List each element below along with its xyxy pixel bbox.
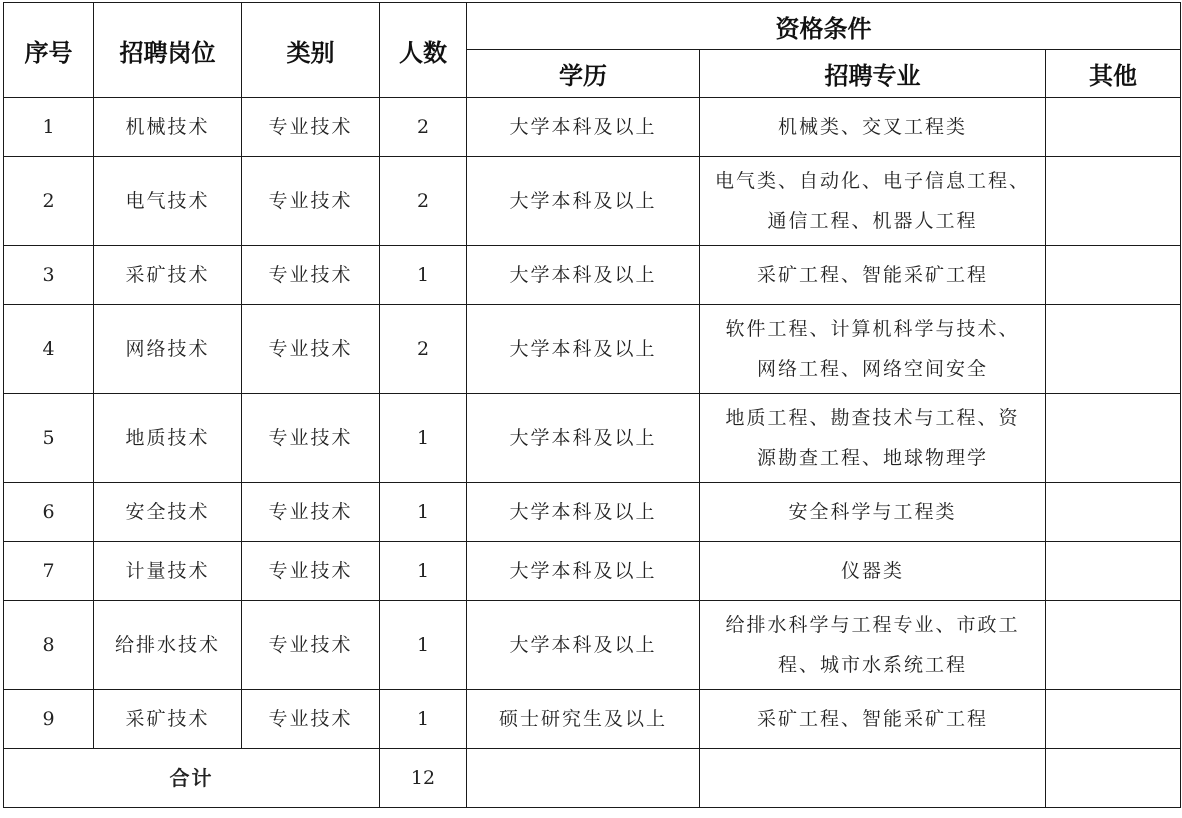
total-row bbox=[4, 749, 1181, 808]
cell-other bbox=[1046, 690, 1181, 749]
cell-position: 采矿技术 bbox=[94, 690, 242, 749]
cell-other bbox=[1046, 601, 1181, 690]
cell-education: 大学本科及以上 bbox=[467, 394, 700, 483]
header-category: 类别 bbox=[242, 3, 380, 98]
cell-position: 网络技术 bbox=[94, 305, 242, 394]
cell-count: 1 bbox=[380, 394, 467, 483]
header-count: 人数 bbox=[380, 3, 467, 98]
cell-count: 1 bbox=[380, 690, 467, 749]
cell-category: 专业技术 bbox=[242, 601, 380, 690]
table-body bbox=[4, 98, 1181, 749]
cell-category: 专业技术 bbox=[242, 394, 380, 483]
major-line: 源勘查工程、地球物理学 bbox=[756, 447, 988, 469]
cell-position: 地质技术 bbox=[94, 394, 242, 483]
cell-category: 专业技术 bbox=[242, 305, 380, 394]
cell-count: 2 bbox=[380, 157, 467, 246]
total-count: 12 bbox=[380, 749, 467, 808]
cell-category: 专业技术 bbox=[242, 483, 380, 542]
major-line: 采矿工程、智能采矿工程 bbox=[756, 708, 988, 730]
cell-count: 2 bbox=[380, 305, 467, 394]
cell-major bbox=[700, 690, 1046, 749]
cell-position: 机械技术 bbox=[94, 98, 242, 157]
header-other: 其他 bbox=[1046, 50, 1181, 98]
table-row bbox=[4, 483, 1181, 542]
cell-other bbox=[1046, 542, 1181, 601]
header-education: 学历 bbox=[467, 50, 700, 98]
cell-seq: 7 bbox=[4, 542, 94, 601]
cell-category: 专业技术 bbox=[242, 157, 380, 246]
total-other-cell bbox=[1046, 749, 1181, 808]
major-line: 通信工程、机器人工程 bbox=[767, 210, 978, 232]
cell-position: 电气技术 bbox=[94, 157, 242, 246]
cell-other bbox=[1046, 246, 1181, 305]
cell-seq: 9 bbox=[4, 690, 94, 749]
header-qualifications: 资格条件 bbox=[467, 3, 1181, 50]
major-line: 网络工程、网络空间安全 bbox=[756, 358, 988, 380]
cell-other bbox=[1046, 305, 1181, 394]
major-line: 安全科学与工程类 bbox=[788, 501, 957, 523]
cell-major bbox=[700, 394, 1046, 483]
cell-seq: 8 bbox=[4, 601, 94, 690]
cell-education: 大学本科及以上 bbox=[467, 601, 700, 690]
cell-count: 1 bbox=[380, 246, 467, 305]
cell-seq: 4 bbox=[4, 305, 94, 394]
cell-position: 采矿技术 bbox=[94, 246, 242, 305]
header-major: 招聘专业 bbox=[700, 50, 1046, 98]
cell-education: 大学本科及以上 bbox=[467, 246, 700, 305]
cell-category: 专业技术 bbox=[242, 246, 380, 305]
table-row bbox=[4, 98, 1181, 157]
header-seq: 序号 bbox=[4, 3, 94, 98]
total-major-cell bbox=[700, 749, 1046, 808]
table-row bbox=[4, 305, 1181, 394]
cell-major bbox=[700, 542, 1046, 601]
cell-position: 安全技术 bbox=[94, 483, 242, 542]
table-row bbox=[4, 394, 1181, 483]
header-row-top bbox=[4, 3, 1181, 50]
cell-position: 计量技术 bbox=[94, 542, 242, 601]
cell-seq: 6 bbox=[4, 483, 94, 542]
cell-count: 1 bbox=[380, 601, 467, 690]
cell-count: 1 bbox=[380, 542, 467, 601]
major-line: 给排水科学与工程专业、市政工 bbox=[725, 614, 1020, 636]
table-row bbox=[4, 542, 1181, 601]
table-row bbox=[4, 246, 1181, 305]
header-position: 招聘岗位 bbox=[94, 3, 242, 98]
major-line: 地质工程、勘查技术与工程、资 bbox=[725, 407, 1020, 429]
major-line: 采矿工程、智能采矿工程 bbox=[756, 264, 988, 286]
table-row bbox=[4, 157, 1181, 246]
cell-other bbox=[1046, 98, 1181, 157]
cell-seq: 3 bbox=[4, 246, 94, 305]
cell-seq: 5 bbox=[4, 394, 94, 483]
cell-major bbox=[700, 246, 1046, 305]
major-line: 电气类、自动化、电子信息工程、 bbox=[714, 170, 1030, 192]
total-education-cell bbox=[467, 749, 700, 808]
cell-major bbox=[700, 305, 1046, 394]
cell-count: 2 bbox=[380, 98, 467, 157]
cell-seq: 2 bbox=[4, 157, 94, 246]
major-line: 机械类、交叉工程类 bbox=[777, 116, 967, 138]
cell-category: 专业技术 bbox=[242, 98, 380, 157]
cell-category: 专业技术 bbox=[242, 542, 380, 601]
total-label: 合计 bbox=[4, 749, 380, 808]
major-line: 软件工程、计算机科学与技术、 bbox=[725, 318, 1020, 340]
major-line: 程、城市水系统工程 bbox=[777, 654, 967, 676]
cell-education: 大学本科及以上 bbox=[467, 542, 700, 601]
cell-major bbox=[700, 483, 1046, 542]
cell-education: 大学本科及以上 bbox=[467, 157, 700, 246]
recruitment-table bbox=[3, 2, 1181, 808]
table-row bbox=[4, 601, 1181, 690]
cell-other bbox=[1046, 157, 1181, 246]
cell-category: 专业技术 bbox=[242, 690, 380, 749]
cell-other bbox=[1046, 394, 1181, 483]
major-line: 仪器类 bbox=[840, 560, 904, 582]
cell-education: 大学本科及以上 bbox=[467, 98, 700, 157]
cell-education: 硕士研究生及以上 bbox=[467, 690, 700, 749]
table-row bbox=[4, 690, 1181, 749]
cell-education: 大学本科及以上 bbox=[467, 483, 700, 542]
cell-seq: 1 bbox=[4, 98, 94, 157]
cell-count: 1 bbox=[380, 483, 467, 542]
cell-position: 给排水技术 bbox=[94, 601, 242, 690]
cell-education: 大学本科及以上 bbox=[467, 305, 700, 394]
cell-other bbox=[1046, 483, 1181, 542]
cell-major bbox=[700, 98, 1046, 157]
cell-major bbox=[700, 601, 1046, 690]
cell-major bbox=[700, 157, 1046, 246]
